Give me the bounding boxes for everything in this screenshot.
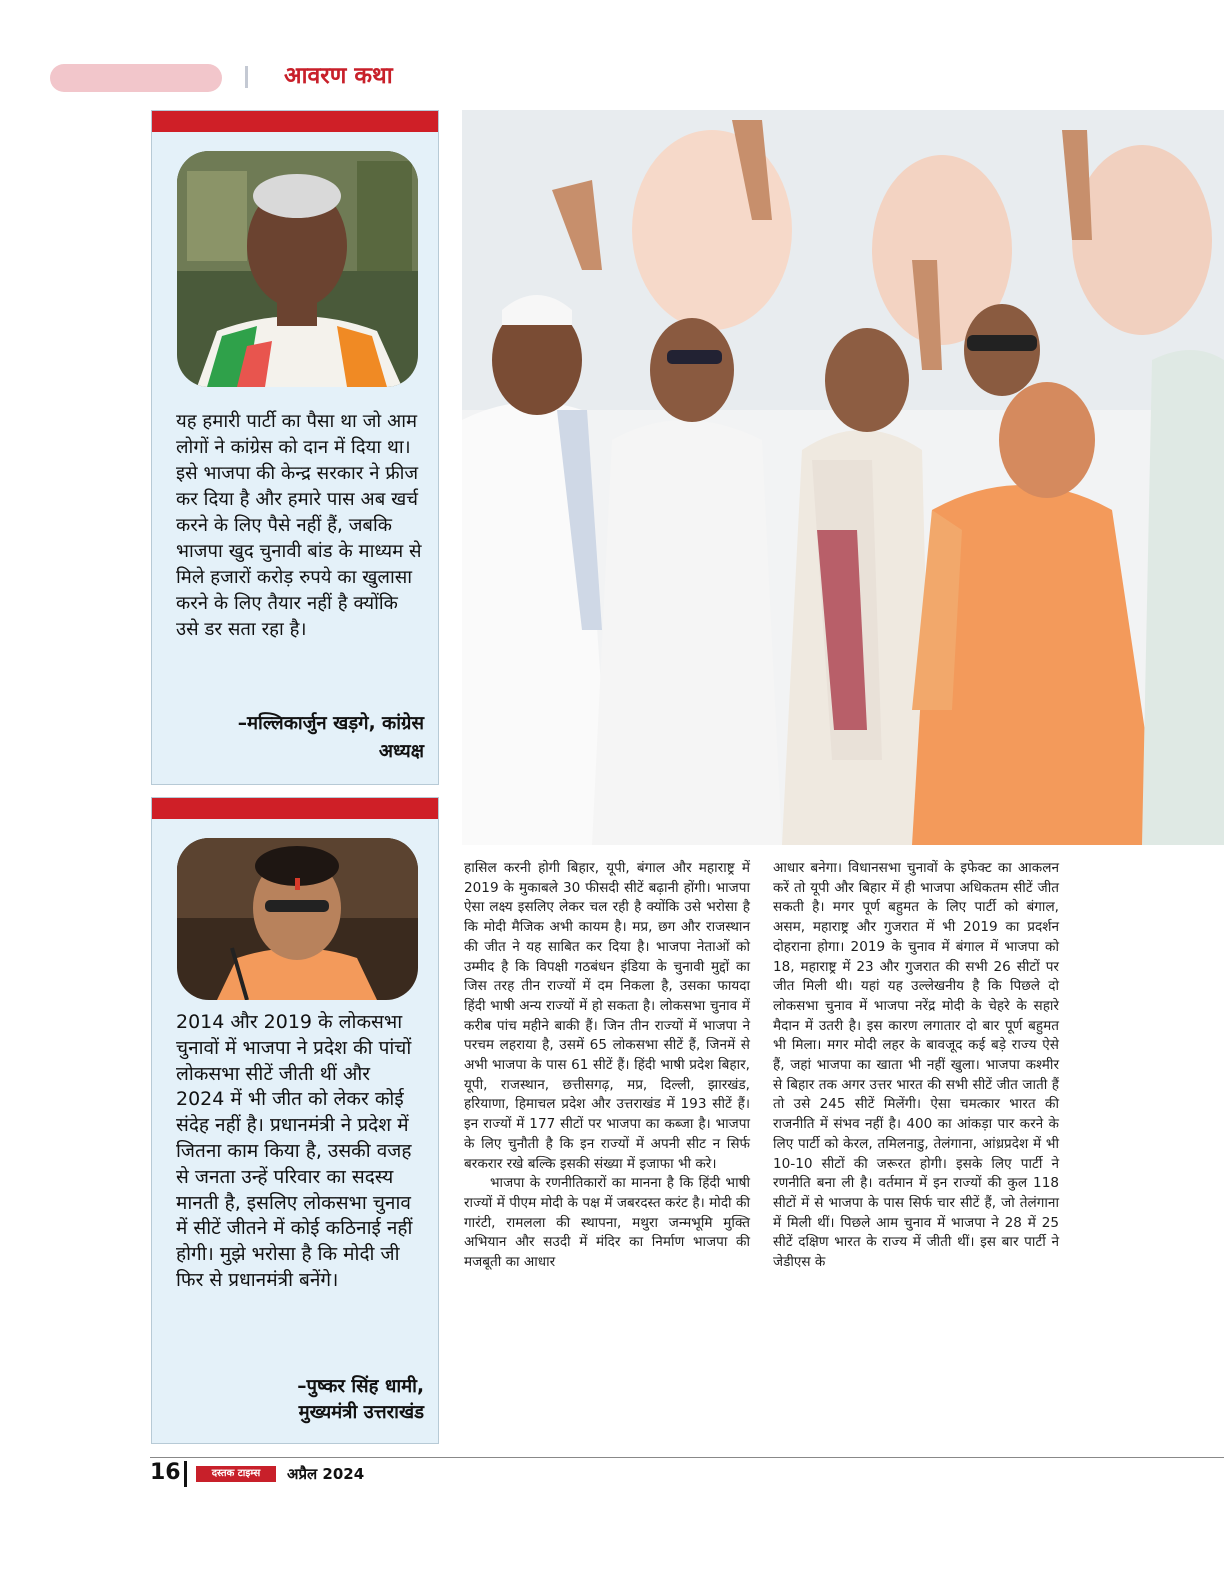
main-photo-rally (462, 110, 1224, 845)
quote-attribution-kharge-line1: –मल्लिकार्जुन खड़गे, कांग्रेस (237, 713, 424, 734)
quote-box-dhami (151, 797, 439, 1444)
quote-text-kharge: यह हमारी पार्टी का पैसा था जो आम लोगों ने कांग्रेस को दान में दिया था। इसे भाजपा की केन्द्र सरकार ने फ्रीज कर दिया है और हमारे पास अब खर्च करने के लिए पैसे नहीं हैं, जबकि भाजपा खुद चुनावी बांड के माध्यम से मिले हजारों करोड़ रुपये का खुलासा करने के लिए तैयार नहीं है क्योंकि उसे डर सता रहा है। (176, 411, 422, 640)
article-paragraph: आधार बनेगा। विधानसभा चुनावों के इफेक्ट का आकलन करें तो यूपी और बिहार में ही भाजपा अधिकतम सीटें जीत सकती है। मगर पूर्ण बहुमत के लिए पार्टी को बंगाल, असम, महाराष्ट्र और गुजरात में भी 2019 का प्रदर्शन दोहराना होगा। 2019 के चुनाव में बंगाल में भाजपा को 18, महाराष्ट्र में 23 और गुजरात की सभी 26 सीटों पर जीत मिली थी। यहां यह उल्लेखनीय है कि पिछले दो लोकसभा चुनाव में भाजपा नरेंद्र मोदी के चेहरे के सहारे मैदान में उतरी है। इस कारण लगातार दो बार पूर्ण बहुमत भी मिला। मगर मोदी लहर के बावजूद कई बड़े राज्य ऐसे हैं, जहां भाजपा का खाता भी नहीं खुला। भाजपा कश्मीर से बिहार तक अगर उत्तर भारत की सभी सीटें जीत जाती हैं तो उसे 245 सीटें मिलेंगी। ऐसा चमत्कार भारत की राजनीति में संभव नहीं है। 400 का आंकड़ा पार करने के लिए पार्टी को केरल, तमिलनाडु, तेलंगाना, आंध्रप्रदेश में भी 10-10 सीटों की जरूरत होगी। इसके लिए पार्टी ने रणनीति बना ली है। वर्तमान में इन राज्यों की कुल 118 सीटों में से भाजपा के पास सिर्फ चार सीटें हैं, जो तेलंगाना में मिली थीं। पिछले आम चुनाव में भाजपा ने 28 में 25 सीटें दक्षिण भारत के राज्य में जीती थीं। इस बार पार्टी ने जेडीएस के (773, 860, 1059, 1271)
portrait-dhami-image (177, 838, 418, 1000)
article-paragraph: भाजपा के रणनीतिकारों का मानना है कि हिंदी भाषी राज्यों में पीएम मोदी के पक्ष में जबरदस्त करंट है। मोदी की गारंटी, रामलला की स्थापना, मथुरा जन्मभूमि मुक्ति अभियान और सउदी में मंदिर का निर्माण भाजपा की मजबूती का आधार (464, 1175, 750, 1271)
rally-photo-image (462, 110, 1224, 845)
header-separator (245, 66, 248, 88)
article-paragraph: हासिल करनी होगी बिहार, यूपी, बंगाल और महाराष्ट्र में 2019 के मुकाबले 30 फीसदी सीटें बढ़ानी होंगी। भाजपा ऐसा लक्ष्य इसलिए लेकर चल रही है क्योंकि उसे भरोसा है कि मोदी मैजिक अभी कायम है। मप्र, छग और राजस्थान की जीत ने यह साबित कर दिया है। भाजपा नेताओं को उम्मीद है कि विपक्षी गठबंधन इंडिया के चुनावी मुद्दों का जिस तरह तीन राज्यों में दम निकला है, उसका फायदा हिंदी भाषी अन्य राज्यों में हो सकता है। लोकसभा चुनाव में करीब पांच महीने बाकी हैं। जिन तीन राज्यों में भाजपा ने परचम लहराया है, उसमें 65 लोकसभा सीटें हैं, जिनमें से अभी भाजपा के पास 61 सीटें हैं। हिंदी भाषी प्रदेश बिहार, यूपी, राजस्थान, छत्तीसगढ़, मप्र, दिल्ली, झारखंड, हरियाणा, हिमाचल प्रदेश और उत्तराखंड में 193 सीटें हैं। इन राज्यों में 177 सीटों पर भाजपा का कब्जा है। भाजपा के लिए चुनौती है कि इन राज्यों में अपनी सीट न सिर्फ बरकरार रखे बल्कि इसकी संख्या में इजाफा भी करे। (464, 860, 750, 1172)
section-label: आवरण कथा (284, 62, 393, 89)
quote-box-top-bar (152, 798, 438, 819)
footer-separator (184, 1461, 187, 1487)
footer-rule (150, 1457, 1224, 1458)
page-number: 16 (150, 1460, 181, 1485)
quote-attribution-dhami-line2: मुख्यमंत्री उत्तराखंड (298, 1402, 424, 1423)
quote-attribution-dhami-line1: –पुष्कर सिंह धामी, (297, 1376, 424, 1397)
magazine-logo: दस्तक टाइम्स (196, 1466, 276, 1482)
portrait-kharge-image (177, 151, 418, 387)
issue-date: अप्रैल 2024 (287, 1465, 365, 1483)
quote-attribution-kharge-line2: अध्यक्ष (378, 741, 424, 762)
article-column-1 (464, 859, 750, 1273)
header-pill-decoration (50, 64, 222, 92)
article-column-2 (773, 859, 1059, 1273)
quote-text-dhami: 2014 और 2019 के लोकसभा चुनावों में भाजपा ने प्रदेश की पांचों लोकसभा सीटें जीती थीं और 2024 में भी जीत को लेकर कोई संदेह नहीं है। प्रधानमंत्री ने प्रदेश में जितना काम किया है, उसकी वजह से जनता उन्हें परिवार का सदस्य मानती है, इसलिए लोकसभा चुनाव में सीटें जीतने में कोई कठिनाई नहीं होगी। मुझे भरोसा है कि मोदी जी फिर से प्रधानमंत्री बनेंगे। (176, 1011, 413, 1291)
portrait-dhami (177, 838, 418, 1000)
portrait-kharge (177, 151, 418, 387)
quote-box-top-bar (152, 111, 438, 132)
quote-box-kharge (151, 110, 439, 785)
